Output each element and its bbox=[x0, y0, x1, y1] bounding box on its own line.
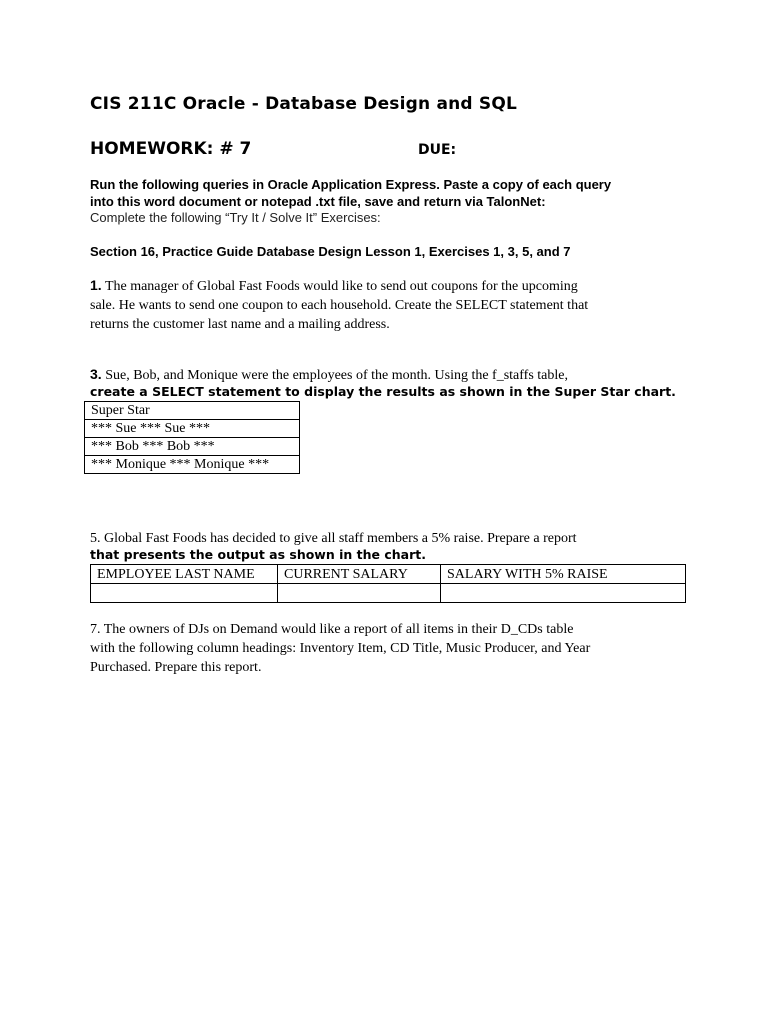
exercise-5: 5. Global Fast Foods has decided to give all staff members a 5% raise. Prepare a report bbox=[90, 531, 577, 546]
exercise-7 bbox=[90, 620, 590, 677]
salary-table bbox=[90, 564, 686, 603]
table-cell: *** Bob *** Bob *** bbox=[85, 438, 300, 456]
exercise-1-line: returns the customer last name and a mailing address. bbox=[90, 317, 390, 332]
table-row bbox=[85, 420, 300, 438]
homework-number: HOMEWORK: # 7 bbox=[90, 139, 252, 159]
table-cell: *** Monique *** Monique *** bbox=[85, 456, 300, 474]
table-row bbox=[85, 438, 300, 456]
exercise-1-number: 1. bbox=[90, 277, 102, 293]
table-cell: Super Star bbox=[85, 402, 300, 420]
exercise-7-line: Purchased. Prepare this report. bbox=[90, 660, 262, 675]
instruction-line-1: Run the following queries in Oracle Application Express. Paste a copy of each query bbox=[90, 177, 612, 192]
exercise-7-line: with the following column headings: Inventory Item, CD Title, Music Producer, and Year bbox=[90, 641, 591, 656]
table-header-row bbox=[91, 565, 686, 584]
table-row bbox=[85, 402, 300, 420]
due-label: DUE: bbox=[418, 142, 457, 158]
section-heading: Section 16, Practice Guide Database Design Lesson 1, Exercises 1, 3, 5, and 7 bbox=[90, 244, 571, 259]
exercise-3 bbox=[90, 365, 568, 385]
table-row bbox=[91, 584, 686, 603]
exercise-3-number: 3. bbox=[90, 366, 102, 382]
document-title: CIS 211C Oracle - Database Design and SQL bbox=[90, 94, 518, 114]
instruction-line-2: into this word document or notepad .txt file, save and return via TalonNet: bbox=[90, 194, 546, 209]
exercise-1-line: sale. He wants to send one coupon to each household. Create the SELECT statement that bbox=[90, 298, 589, 313]
table-cell: *** Sue *** Sue *** bbox=[85, 420, 300, 438]
table-header-cell: EMPLOYEE LAST NAME bbox=[91, 565, 278, 584]
exercise-1 bbox=[90, 276, 588, 334]
exercise-1-line: 1. The manager of Global Fast Foods would like to send out coupons for the upcoming bbox=[90, 277, 578, 294]
table-cell bbox=[441, 584, 686, 603]
exercise-3-line: create a SELECT statement to display the results as shown in the Super Star chart. bbox=[90, 384, 676, 399]
exercise-3-line: Sue, Bob, and Monique were the employees of the month. Using the f_staffs table, bbox=[105, 368, 569, 383]
exercise-5-line: that presents the output as shown in the chart. bbox=[90, 547, 426, 562]
super-star-table bbox=[84, 401, 300, 474]
instruction-line-3: Complete the following “Try It / Solve It” Exercises: bbox=[90, 210, 381, 225]
table-header-cell: SALARY WITH 5% RAISE bbox=[441, 565, 686, 584]
table-header-cell: CURRENT SALARY bbox=[278, 565, 441, 584]
table-cell bbox=[278, 584, 441, 603]
exercise-7-line: 7. The owners of DJs on Demand would like a report of all items in their D_CDs table bbox=[90, 622, 574, 637]
table-row bbox=[85, 456, 300, 474]
table-cell bbox=[91, 584, 278, 603]
